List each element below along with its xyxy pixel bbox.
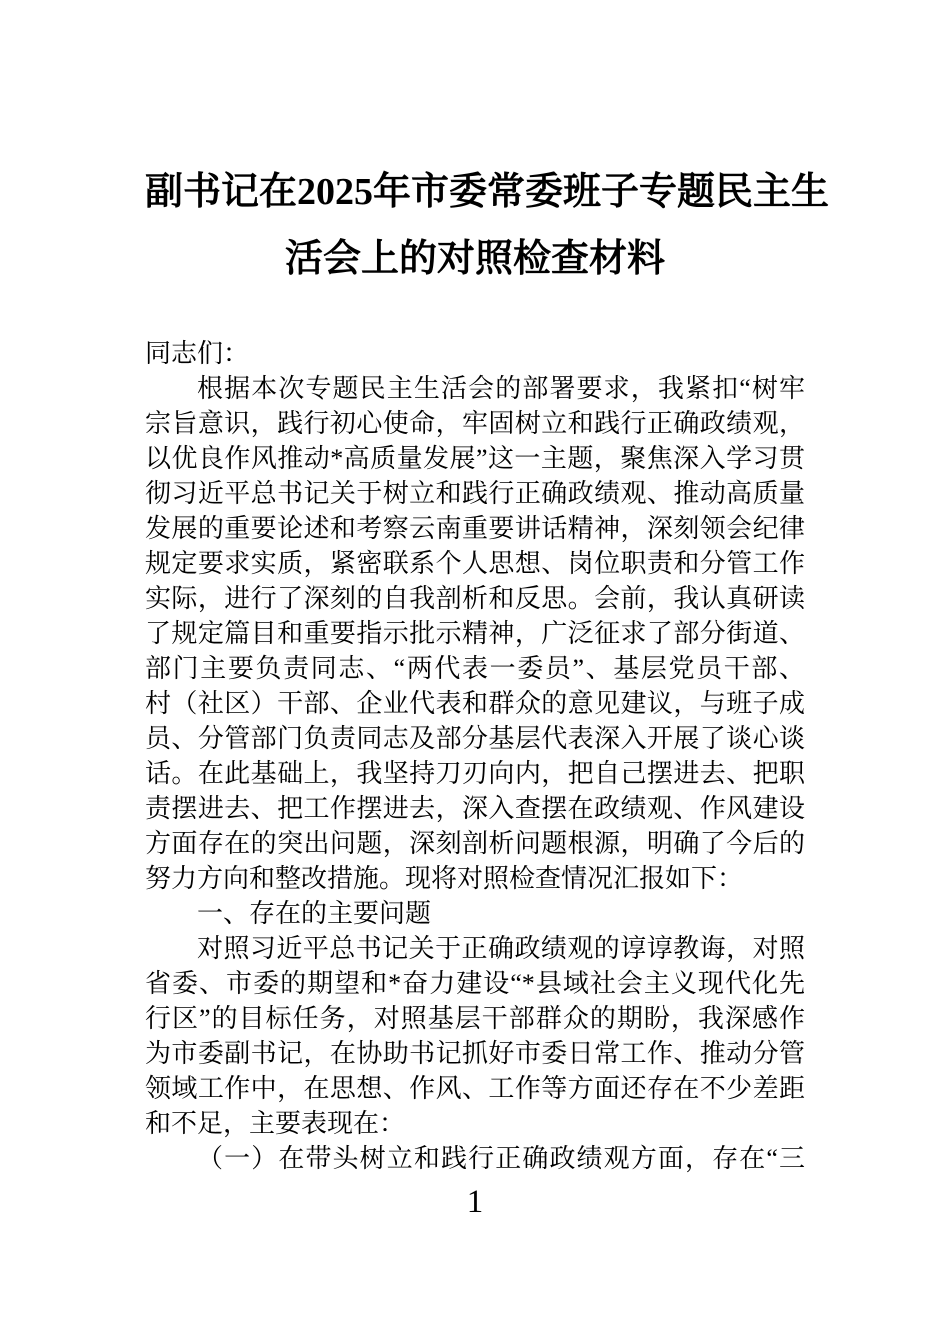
- body-line: 宗旨意识，践行初心使命，牢固树立和践行正确政绩观，: [145, 409, 805, 438]
- body-line: （一）在带头树立和践行正确政绩观方面，存在“三: [197, 1144, 805, 1173]
- body-line: 规定要求实质，紧密联系个人思想、岗位职责和分管工作: [145, 549, 805, 578]
- body-line: 省委、市委的期望和*奋力建设“*县域社会主义现代化先: [145, 969, 805, 998]
- page-footer: [145, 1184, 805, 1220]
- body-line: 村（社区）干部、企业代表和群众的意见建议，与班子成: [145, 689, 805, 718]
- body-line: 彻习近平总书记关于树立和践行正确政绩观、推动高质量: [145, 479, 805, 508]
- body-line: 方面存在的突出问题，深刻剖析问题根源，明确了今后的: [145, 829, 805, 858]
- body-line: 为市委副书记，在协助书记抓好市委日常工作、推动分管: [145, 1039, 805, 1068]
- page-number: 1: [466, 1184, 484, 1220]
- document-title: [145, 159, 830, 293]
- body-line: 行区”的目标任务，对照基层干部群众的期盼，我深感作: [145, 1004, 805, 1033]
- body-line: 根据本次专题民主生活会的部署要求，我紧扣“树牢: [197, 374, 805, 403]
- body-line: 对照习近平总书记关于正确政绩观的谆谆教诲，对照: [197, 934, 805, 963]
- document-body: [145, 336, 805, 1176]
- body-line: 员、分管部门负责同志及部分基层代表深入开展了谈心谈: [145, 724, 805, 753]
- body-line: 以优良作风推动*高质量发展”这一主题，聚焦深入学习贯: [145, 444, 805, 473]
- body-line: 了规定篇目和重要指示批示精神，广泛征求了部分街道、: [145, 619, 805, 648]
- body-line-salutation: 同志们：: [145, 339, 250, 368]
- body-line: 责摆进去、把工作摆进去，深入查摆在政绩观、作风建设: [145, 794, 805, 823]
- title-line: 活会上的对照检查材料: [284, 238, 665, 280]
- title-line: 副书记在2025年市委常委班子专题民主生: [145, 171, 830, 213]
- body-line: 话。在此基础上，我坚持刀刃向内，把自己摆进去、把职: [145, 759, 805, 788]
- section-heading: 一、存在的主要问题: [197, 899, 432, 928]
- body-line: 实际，进行了深刻的自我剖析和反思。会前，我认真研读: [145, 584, 805, 613]
- body-line: 领域工作中，在思想、作风、工作等方面还存在不少差距: [145, 1074, 805, 1103]
- body-line: 部门主要负责同志、“两代表一委员”、基层党员干部、: [145, 654, 805, 683]
- body-line: 和不足，主要表现在：: [145, 1109, 406, 1138]
- body-line: 努力方向和整改措施。现将对照检查情况汇报如下：: [145, 864, 744, 893]
- body-line: 发展的重要论述和考察云南重要讲话精神，深刻领会纪律: [145, 514, 805, 543]
